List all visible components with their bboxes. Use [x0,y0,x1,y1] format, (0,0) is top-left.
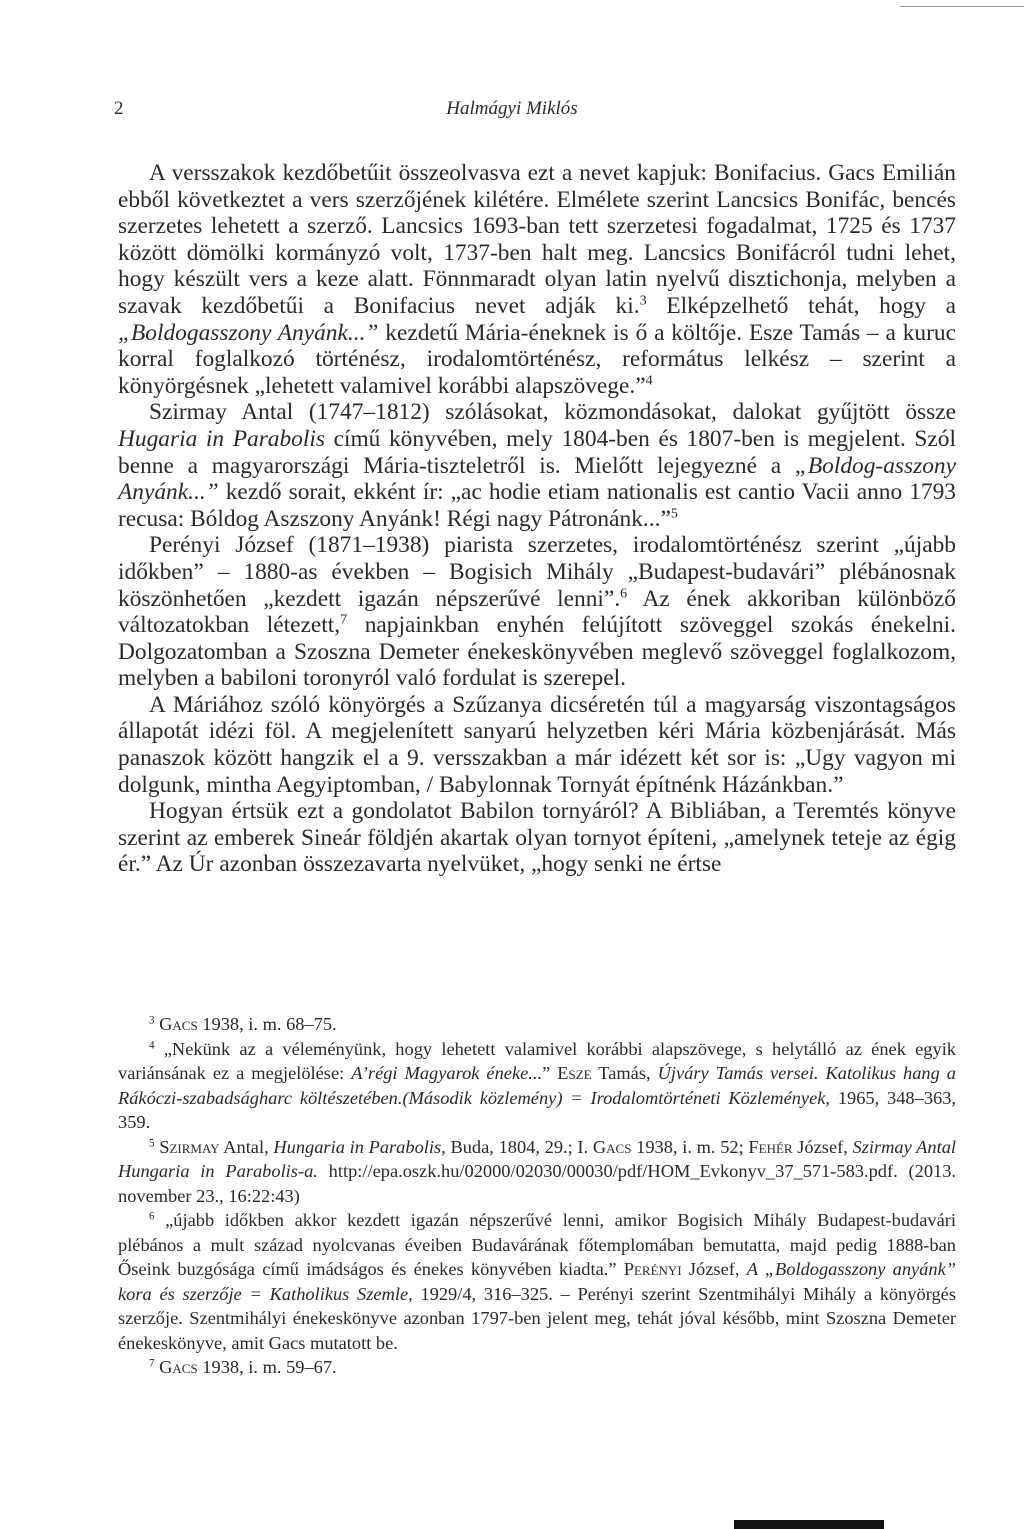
footnotes [118,1012,956,1380]
cited-title: Szirmay Antal Hungaria in Parabolis-a. [118,1136,956,1181]
footnote-ref-4: 4 [645,372,653,389]
text-span: Antal, [219,1136,274,1157]
text-span: Az ének akkoriban különböző változatokban létezett, [118,585,956,639]
footnote-3 [118,1012,956,1037]
footnote-4 [118,1037,956,1135]
footnote-ref-6: 6 [620,585,628,602]
main-text [118,160,956,878]
text-span: Elképzelhető tehát, hogy a [646,292,957,319]
footnote-number: 5 [149,1136,155,1149]
page-number: 2 [114,98,124,119]
page-header [114,98,910,128]
text-span: Perényi József (1871–1938) piarista szerzetes, irodalomtörténész szerint „újabb időkben” – 1880-as években – Bogisich Mihály „Budapest-budavári” plébánosnak köszönhetően „kezdett igazán népszerűvé lenni”. [118,532,956,612]
footnote-number: 4 [149,1038,155,1051]
author-name: Szirmay [159,1136,220,1157]
footnote-5 [118,1135,956,1209]
text-span: , 1929/4, 316–325. – Perényi szerint Szentmihályi Mihály a könyörgés szerzője. Szentmihályi énekeskönyve azonban 1797-ben jelent meg, tehát jóval később, mint Szoszna Demeter énekeskönyve, amit Gacs mutatott be. [118,1283,957,1353]
footnote-ref-5: 5 [670,505,678,522]
text-span: „újabb időkben akkor kezdett igazán népszerűvé lenni, amikor Bogisich Mihály Budapest-budavári plébános a mult század nyolcvanas éveiben Budavárának főtemplomában bemutatta, majd pedig 1888-ban Őseink buzgósága című imádságos és énekes könyvében kiadta.” [118,1210,956,1279]
text-span: kezdő sorait, ekként ír: „ac hodie etiam nationalis est cantio Vacii anno 1793 recusa: Bóldog Aszszony Anyánk! Régi nagy Pátronánk...” [118,479,956,532]
footnote-6 [118,1208,956,1355]
paragraph-1 [118,160,956,399]
text-span: ” [542,1063,558,1083]
paragraph-5: Hogyan értsük ezt a gondolatot Babilon tornyáról? A Bibliában, a Teremtés könyve szerint az emberek Sineár földjén akartak olyan tornyot építeni, „amelynek teteje az égig ér.” Az Úr azonban összezavarta nyelvüket, „hogy senki ne értse [118,798,956,878]
text-span: 1938, i. m. 68–75. [197,1014,337,1034]
text-span: A versszakok kezdőbetűit összeolvasva ezt a nevet kapjuk: Bonifacius. Gacs Emilián ebből következtet a vers szerzőjének kilétére. Elmélete szerint Lancsics Bonifác, bencés szerzetes lehetett a szerző. Lancsics 1693-ban tett szerzetesi fogadalmat, 1725 és 1737 között dömölki kormányzó volt, 1737-ben halt meg. Lancsics Bonifácról tudni lehet, hogy készült vers a keze alatt. Fönnmaradt olyan latin nyelvű disztichonja, melyben a szavak kezdőbetűi a Bonifacius nevet adják ki. [118,160,956,319]
text-span: József, [681,1259,747,1279]
footnote-number: 6 [149,1210,155,1223]
footnote-number: 7 [149,1357,155,1370]
text-span: József, [792,1136,853,1157]
text-span: 1938, i. m. 52; [631,1136,749,1157]
text-span: 1938, i. m. 59–67. [197,1357,337,1377]
author-name: Gacs [159,1357,198,1377]
author-name: Perényi [623,1259,682,1279]
scan-edge-line [900,6,1024,7]
footnote-ref-7: 7 [340,611,348,628]
song-title: „Boldog-asszony Anyánk...” [118,452,956,506]
text-span: című könyvében, mely 1804-ben és 1807-ben is megjelent. Szól benne a magyarországi Mária-tiszteletről is. Mielőtt lejegyezné a [118,425,957,479]
song-title: „Boldogasszony Anyánk...” [118,319,379,346]
text-span: , Buda, 1804, 29.; I. [441,1136,593,1157]
paragraph-3 [118,532,956,692]
text-span: Tamás, [591,1063,658,1083]
text-span: Szirmay Antal (1747–1812) szólásokat, közmondásokat, dalokat gyűjtött össze [149,399,956,426]
author-name: Fehér [748,1136,793,1157]
text-span: kezdetű Mária-éneknek is ő a költője. Esze Tamás – a kuruc korral foglalkozó történész, irodalomtörténész, református lelkész – szerint a könyörgésnek „lehetett valamivel korábbi alapszövege.” [118,319,956,399]
url-text: http://epa.oszk.hu/02000/02030/00030/pdf/HOM_Evkonyv_37_571-583.pdf. (2013. november 23., 16:22:43) [118,1161,956,1206]
text-span: „Nekünk az a véleményünk, hogy lehetett valamivel korábbi alapszövege, s helytálló az ének egyik variánsának ez a megjelölése: [118,1038,956,1083]
text-span: napjainkban enyhén felújított szöveggel szokás énekelni. Dolgozatomban a Szoszna Demeter énekeskönyvében meglevő szöveggel foglalkozom, melyben a babiloni toronyról való fordulat is szerepel. [118,612,956,692]
footnote-ref-3: 3 [639,292,647,309]
paragraph-4: A Máriához szóló könyörgés a Szűzanya dicséretén túl a magyarság viszontagságos állapotát idézi föl. A megjelenített sanyarú helyzetben kéri Mária közbenjárását. Más panaszok között hangzik el a 9. versszakban a már idézett két sor is: „Ugy vagyon mi dolgunk, mintha Aegyiptomban, / Babylonnak Tornyát építnénk Házánkban.” [118,691,956,798]
footnote-number: 3 [149,1014,155,1027]
cited-title: A „Boldogasszony anyánk” kora és szerzője = Katholikus Szemle [118,1259,956,1304]
author-name: Esze [557,1063,592,1083]
book-title: Hugaria in Parabolis [118,425,325,452]
cited-title: A’régi Magyarok éneke... [351,1063,543,1083]
author-name: Gacs [592,1136,632,1157]
text-span: , 1965, 348–363, 359. [118,1087,956,1132]
author-name: Gacs [159,1014,198,1034]
cited-title: Újváry Tamás versei. Katolikus hang a Rákóczi-szabadságharc költészetében.(Második közlemény) = Irodalomtörténeti Közlemények [118,1063,956,1108]
paragraph-2 [118,399,956,532]
scan-edge-mark [734,1520,884,1529]
cited-title: Hungaria in Parabolis [273,1136,442,1157]
footnote-7 [118,1355,956,1380]
running-head: Halmágyi Miklós [446,98,578,119]
